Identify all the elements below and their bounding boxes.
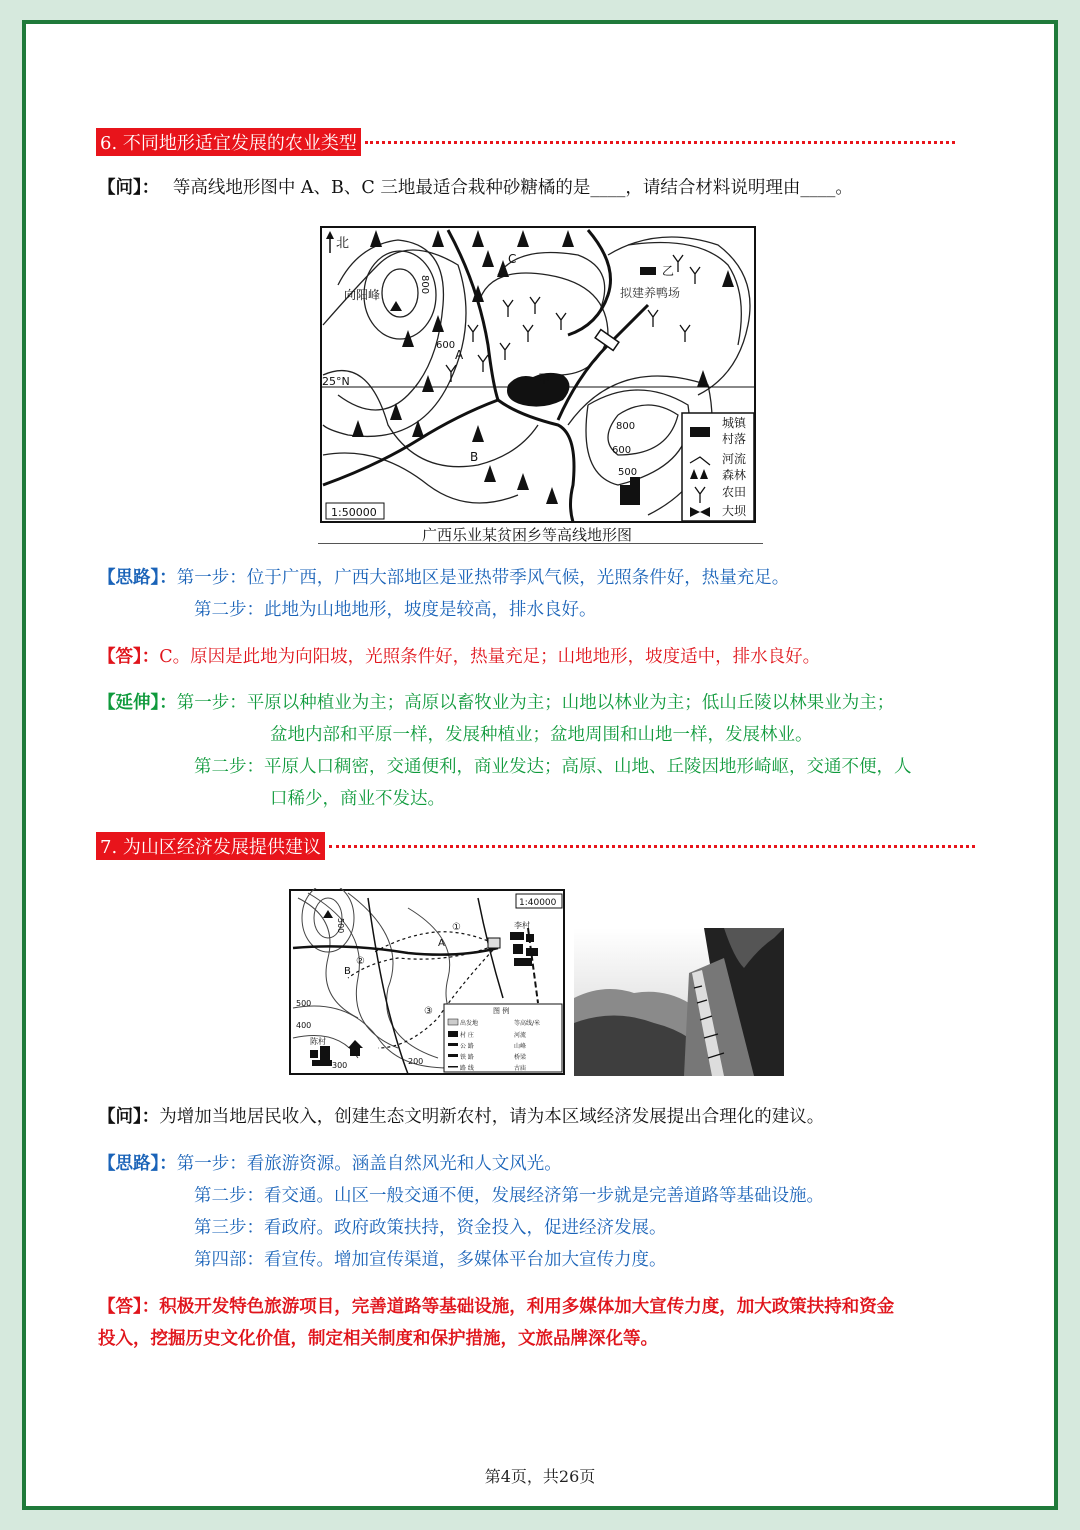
legend-forest: 森林 — [722, 468, 747, 482]
point-a: A — [455, 348, 464, 362]
latitude-label: 25°N — [322, 375, 350, 388]
route-legend-title: 图 例 — [493, 1007, 510, 1015]
question-text: 为增加当地居民收入，创建生态文明新农村，请为本区域经济发展提出合理化的建议。 — [159, 1107, 825, 1127]
route-point-b: B — [344, 966, 351, 977]
section-6-heading — [96, 128, 955, 156]
section-6-question — [98, 174, 853, 202]
route-legend-start: 出发地 — [460, 1020, 479, 1027]
label-yi: 乙 — [662, 264, 675, 278]
contour-600-label: 600 — [436, 340, 456, 351]
route-legend-bridge: 桥梁 — [514, 1054, 527, 1061]
extend-tag: 【延伸】： — [98, 693, 177, 713]
section-6-extend-4: 口稀少，商业不发达。 — [270, 789, 445, 809]
thinking-step-1: 第一步：位于广西，广西大部地区是亚热带季风气候，光照条件好，热量充足。 — [176, 568, 790, 588]
contour-500-label: 500 — [618, 467, 638, 478]
route-3: ③ — [424, 1006, 433, 1017]
section-7-thinking-3: 第三步：看政府。政府政策扶持，资金投入，促进经济发展。 — [194, 1218, 667, 1238]
route-legend-temple: 古庙 — [514, 1065, 527, 1072]
village-li-label: 李村 — [514, 921, 530, 930]
section-6-extend-2: 盆地内部和平原一样，发展种植业；盆地周围和山地一样，发展林业。 — [270, 725, 813, 745]
route-legend-route: 路 线 — [460, 1065, 474, 1072]
extend-step-1: 第一步：平原以种植业为主；高原以畜牧业为主；山地以林业为主；低山丘陵以林果业为主； — [176, 693, 895, 713]
mountain-road-photo-image — [574, 928, 784, 1076]
contour-map-figure — [318, 225, 758, 525]
contour-map — [318, 225, 758, 525]
section-6-title: 6. 不同地形适宜发展的农业类型 — [96, 128, 361, 156]
route-1: ① — [452, 922, 461, 933]
section-6-thinking-1 — [98, 564, 789, 592]
peak-label: 向阳峰 — [344, 288, 381, 302]
question-tag: 【问】： — [98, 1107, 160, 1127]
caption-underline — [318, 543, 763, 544]
thinking-tag: 【思路】： — [98, 568, 177, 588]
route-legend-village: 村 庄 — [460, 1032, 474, 1039]
answer-tag: 【答】： — [98, 1297, 160, 1317]
contour-500a-label: 500 — [336, 918, 345, 934]
section-7-title: 7. 为山区经济发展提供建议 — [96, 832, 325, 860]
route-scale-label: 1:40000 — [519, 898, 557, 908]
route-legend-river: 河流 — [514, 1032, 527, 1039]
thinking-step-1: 第一步：看旅游资源。涵盖自然风光和人文风光。 — [176, 1154, 562, 1174]
answer-tag: 【答】： — [98, 647, 160, 667]
section-7-heading — [96, 832, 975, 860]
section-6-answer — [98, 643, 820, 671]
duck-farm-label: 拟建养鸭场 — [620, 286, 681, 300]
legend-farmland: 农田 — [722, 485, 747, 499]
thinking-tag: 【思路】： — [98, 1154, 177, 1174]
mountain-road-photo — [574, 928, 784, 1076]
section-7-thinking-4: 第四部：看宣传。增加宣传渠道，多媒体平台加大宣传力度。 — [194, 1250, 667, 1270]
contour-300-label: 300 — [332, 1061, 348, 1070]
route-legend-rail: 铁 路 — [460, 1054, 474, 1061]
section-7-thinking-2: 第二步：看交通。山区一般交通不便，发展经济第一步就是完善道路等基础设施。 — [194, 1186, 824, 1206]
section-6-extend-1 — [98, 689, 894, 717]
label-jia: 甲 — [538, 372, 551, 386]
route-legend-contour: 等高线/米 — [514, 1020, 541, 1027]
north-label: 北 — [336, 236, 350, 251]
scale-label: 1:50000 — [331, 506, 377, 519]
contour-500b-label: 500 — [296, 999, 312, 1008]
contour-200-label: 200 — [408, 1057, 424, 1066]
section-7-answer-1 — [98, 1293, 894, 1321]
contour-800b-label: 800 — [616, 421, 636, 432]
legend-river: 河流 — [722, 452, 747, 466]
page-footer: 第4页，共26页 — [484, 1467, 596, 1486]
route-point-a: A — [438, 938, 445, 949]
question-tag: 【问】： — [98, 178, 160, 198]
dotted-rule — [329, 845, 975, 848]
route-legend-road: 公 路 — [460, 1043, 474, 1050]
route-legend-peak: 山峰 — [514, 1043, 527, 1050]
section-6-thinking-2: 第二步：此地为山地地形，坡度是较高，排水良好。 — [194, 600, 597, 620]
section-6-extend-3: 第二步：平原人口稠密，交通便利，商业发达；高原、山地、丘陵因地形崎岖，交通不便，人 — [194, 757, 912, 777]
route-2: ② — [356, 956, 365, 967]
answer-line-1: 积极开发特色旅游项目，完善道路等基础设施，利用多媒体加大宣传力度，加大政策扶持和资金 — [159, 1297, 895, 1317]
contour-800-label: 800 — [419, 275, 430, 295]
contour-600b-label: 600 — [612, 445, 632, 456]
legend-village: 村落 — [722, 432, 747, 446]
answer-text: C。原因是此地为向阳坡，光照条件好，热量充足；山地地形，坡度适中，排水良好。 — [159, 647, 821, 667]
contour-400-label: 400 — [296, 1021, 312, 1030]
route-map — [288, 888, 566, 1076]
legend-town: 城镇 — [722, 416, 747, 430]
contour-map-caption: 广西乐业某贫困乡等高线地形图 — [422, 526, 633, 544]
section-7-answer-2: 投入，挖掘历史文化价值，制定相关制度和保护措施，文旅品牌深化等。 — [98, 1329, 658, 1349]
route-map-figure — [288, 888, 566, 1076]
section-7-thinking-1 — [98, 1150, 562, 1178]
village-chen-label: 陈村 — [310, 1037, 326, 1046]
legend-dam: 大坝 — [722, 504, 747, 518]
point-b: B — [470, 450, 479, 464]
point-c: C — [508, 252, 517, 266]
dotted-rule — [365, 141, 955, 144]
question-text: 等高线地形图中 A、B、C 三地最适合栽种砂糖橘的是____，请结合材料说明理由____。 — [172, 178, 853, 198]
section-7-question — [98, 1103, 824, 1131]
